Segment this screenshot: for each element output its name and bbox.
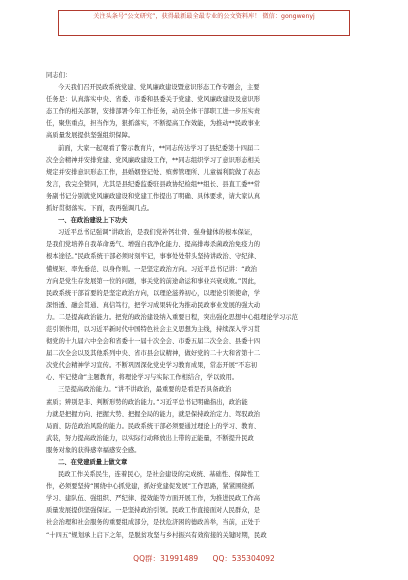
footer-qq: QQ：535304092 xyxy=(212,554,275,563)
paragraph-line: 前面，大家一起观看了警示教育片，**同志传达学习了县纪委第十四届二 xyxy=(58,144,260,152)
paragraph-line: 次全会精神并安排党建、党风廉政建设工作，**同志组织学习了意识形态相关 xyxy=(46,156,261,164)
paragraph-line: 社会治理和社会服务的重要组成部分，是扶危济困的德政善举，当前，正处于 xyxy=(46,519,261,527)
paragraph-line: 心、牢记使命”主题教育，将理论学习与实际工作相结合，学以致用。 xyxy=(46,374,239,382)
paragraph-line: 三是提高政治能力。“讲不讲政治，最重要的是看是否具备政治 xyxy=(58,386,232,394)
paragraph-line: 任，聚焦重点，担当作为，狠抓落实，不断提高工作效能，为推动**民政事业 xyxy=(46,120,261,128)
paragraph-line: 彻党的十九届六中全会和省委十一届十次全会、市委五届二次全会、县委十四 xyxy=(46,338,261,346)
paragraph-line: 任务是：认真落实中央、省委、市委和县委关于党建、党风廉政建设及意识形 xyxy=(46,96,261,104)
paragraph-line: 深悟透、融会贯通、真信笃行，把学习成果转化为推动民政事业发展的强大动 xyxy=(46,301,261,309)
paragraph-line: 发言，我完全赞同，尤其是县纪委监委驻县政协纪检组**组长、县直工委**常 xyxy=(46,180,261,188)
paragraph-line: 力就是把握方向、把握大势、把握全局的能力，就是保持政治定力、驾驭政治 xyxy=(46,410,261,418)
paragraph-line: 规定并安排意识形态工作，县婚姻登记处、殡葬管理所、儿童福利院做了表态 xyxy=(46,168,261,176)
paragraph-line: 方向是党生存发展第一位的问题，事关党的前途命运和事业兴衰成败。”因此， xyxy=(46,277,261,285)
banner-text: 关注头条号“公文研究”，获得最新最全最专业的公文资料库！ 微信：gongwenyj xyxy=(93,13,315,20)
footer-qq-group: QQ群：31991489 xyxy=(133,554,199,563)
paragraph-line: 高质量发展提供坚强组织保障。 xyxy=(46,132,135,140)
paragraph-line: 民政工作关系民生，连着民心，是社会建设的完成统、基础性、保障性工 xyxy=(58,471,260,479)
paragraph-line: 局面、防范政治风险的能力。民政系统干部必须要通过理论上的学习、教育、 xyxy=(46,422,261,430)
paragraph-line: 今天我们召开民政系统党建、党风廉政建设暨意识形态工作专题会，主要 xyxy=(58,84,260,92)
section-heading: 一、在政治建设上下功夫 xyxy=(58,217,128,225)
paragraph-line: 素质；辨别是非、判断形势的政治能力。”习近平总书记明确指出，政治能 xyxy=(46,398,248,406)
section-heading: 二、在党建质量上做文章 xyxy=(58,459,128,466)
paragraph-line: 根本途径。”民政系统干部必须时刻牢记，事事处处带头坚持讲政治、守纪律、 xyxy=(46,253,261,261)
paragraph-line: 抓好贯彻落实。下面，我再强调几点。 xyxy=(46,205,154,213)
paragraph-line: 力。二是提高政治能力。把党的政治建设纳入重要日程，突出强化思想中心组理论学习示范 xyxy=(46,313,298,321)
paragraph-line: 懂规矩、率先垂范、以身作则。一是坚定政治方向。习近平总书记讲：“政治 xyxy=(46,265,258,273)
banner-text-secondary xyxy=(59,23,349,35)
paragraph-line: 是我们党培养自我革命勇气、增强自我净化能力、提高排毒杀菌政治免疫力的 xyxy=(46,241,261,249)
paragraph-line: 同志们： xyxy=(46,72,72,79)
paragraph-line: 学习、建队伍、强组织、严纪律、提效能等方面开展工作，为推进民政工作高 xyxy=(46,495,261,503)
paragraph-line: 范引领作用，以习近平新时代中国特色社会主义思想为主线，持续深入学习贯 xyxy=(46,325,261,333)
paragraph-line: 武装，努力提高政治能力，以实际行动释放出上带的正能量，不断提升民政 xyxy=(46,434,254,442)
paragraph-line: 习近平总书记强调“讲政治，是我们党补钙壮骨、强身健体的根本保证， xyxy=(58,229,257,237)
paragraph-line: “十四五”规划承上启下之年，是脱贫攻坚与乡村振兴有效衔接的关键时期，民政 xyxy=(46,531,267,539)
paragraph-line: 服务对象的获得感幸福感安全感。 xyxy=(46,446,141,454)
footer-contact xyxy=(0,553,408,564)
paragraph-line: 质量发展提供坚强保证。一是坚持政治引领。民政工作直接面对人民群众，是 xyxy=(46,507,261,515)
header-banner xyxy=(58,10,350,36)
document-body xyxy=(46,70,364,540)
paragraph-line: 作，必须要坚持“围绕中心抓党建，抓好党建促发展”工作思路，紧紧围绕抓 xyxy=(46,483,255,491)
paragraph-line: 次党代会精神学习宣传。不断巩固深化党史学习教育成果，常态开展“不忘初 xyxy=(46,362,258,370)
paragraph-line: 态工作的相关部署，安排部署今年工作任务，动员全体干部职工进一步压实责 xyxy=(46,108,261,116)
paragraph-line: 务副书记分别就党风廉政建设和党建工作提出了明确、具体要求，请大家认真 xyxy=(46,192,261,200)
paragraph-line: 民政系统干部首要的是坚定政治方向，以理论滋养初心，以理论引领使命，学 xyxy=(46,289,261,297)
paragraph-line: 届二次全会以及其他系列中央、省市县会议精神，做好党的二十大和省第十二 xyxy=(46,350,261,358)
